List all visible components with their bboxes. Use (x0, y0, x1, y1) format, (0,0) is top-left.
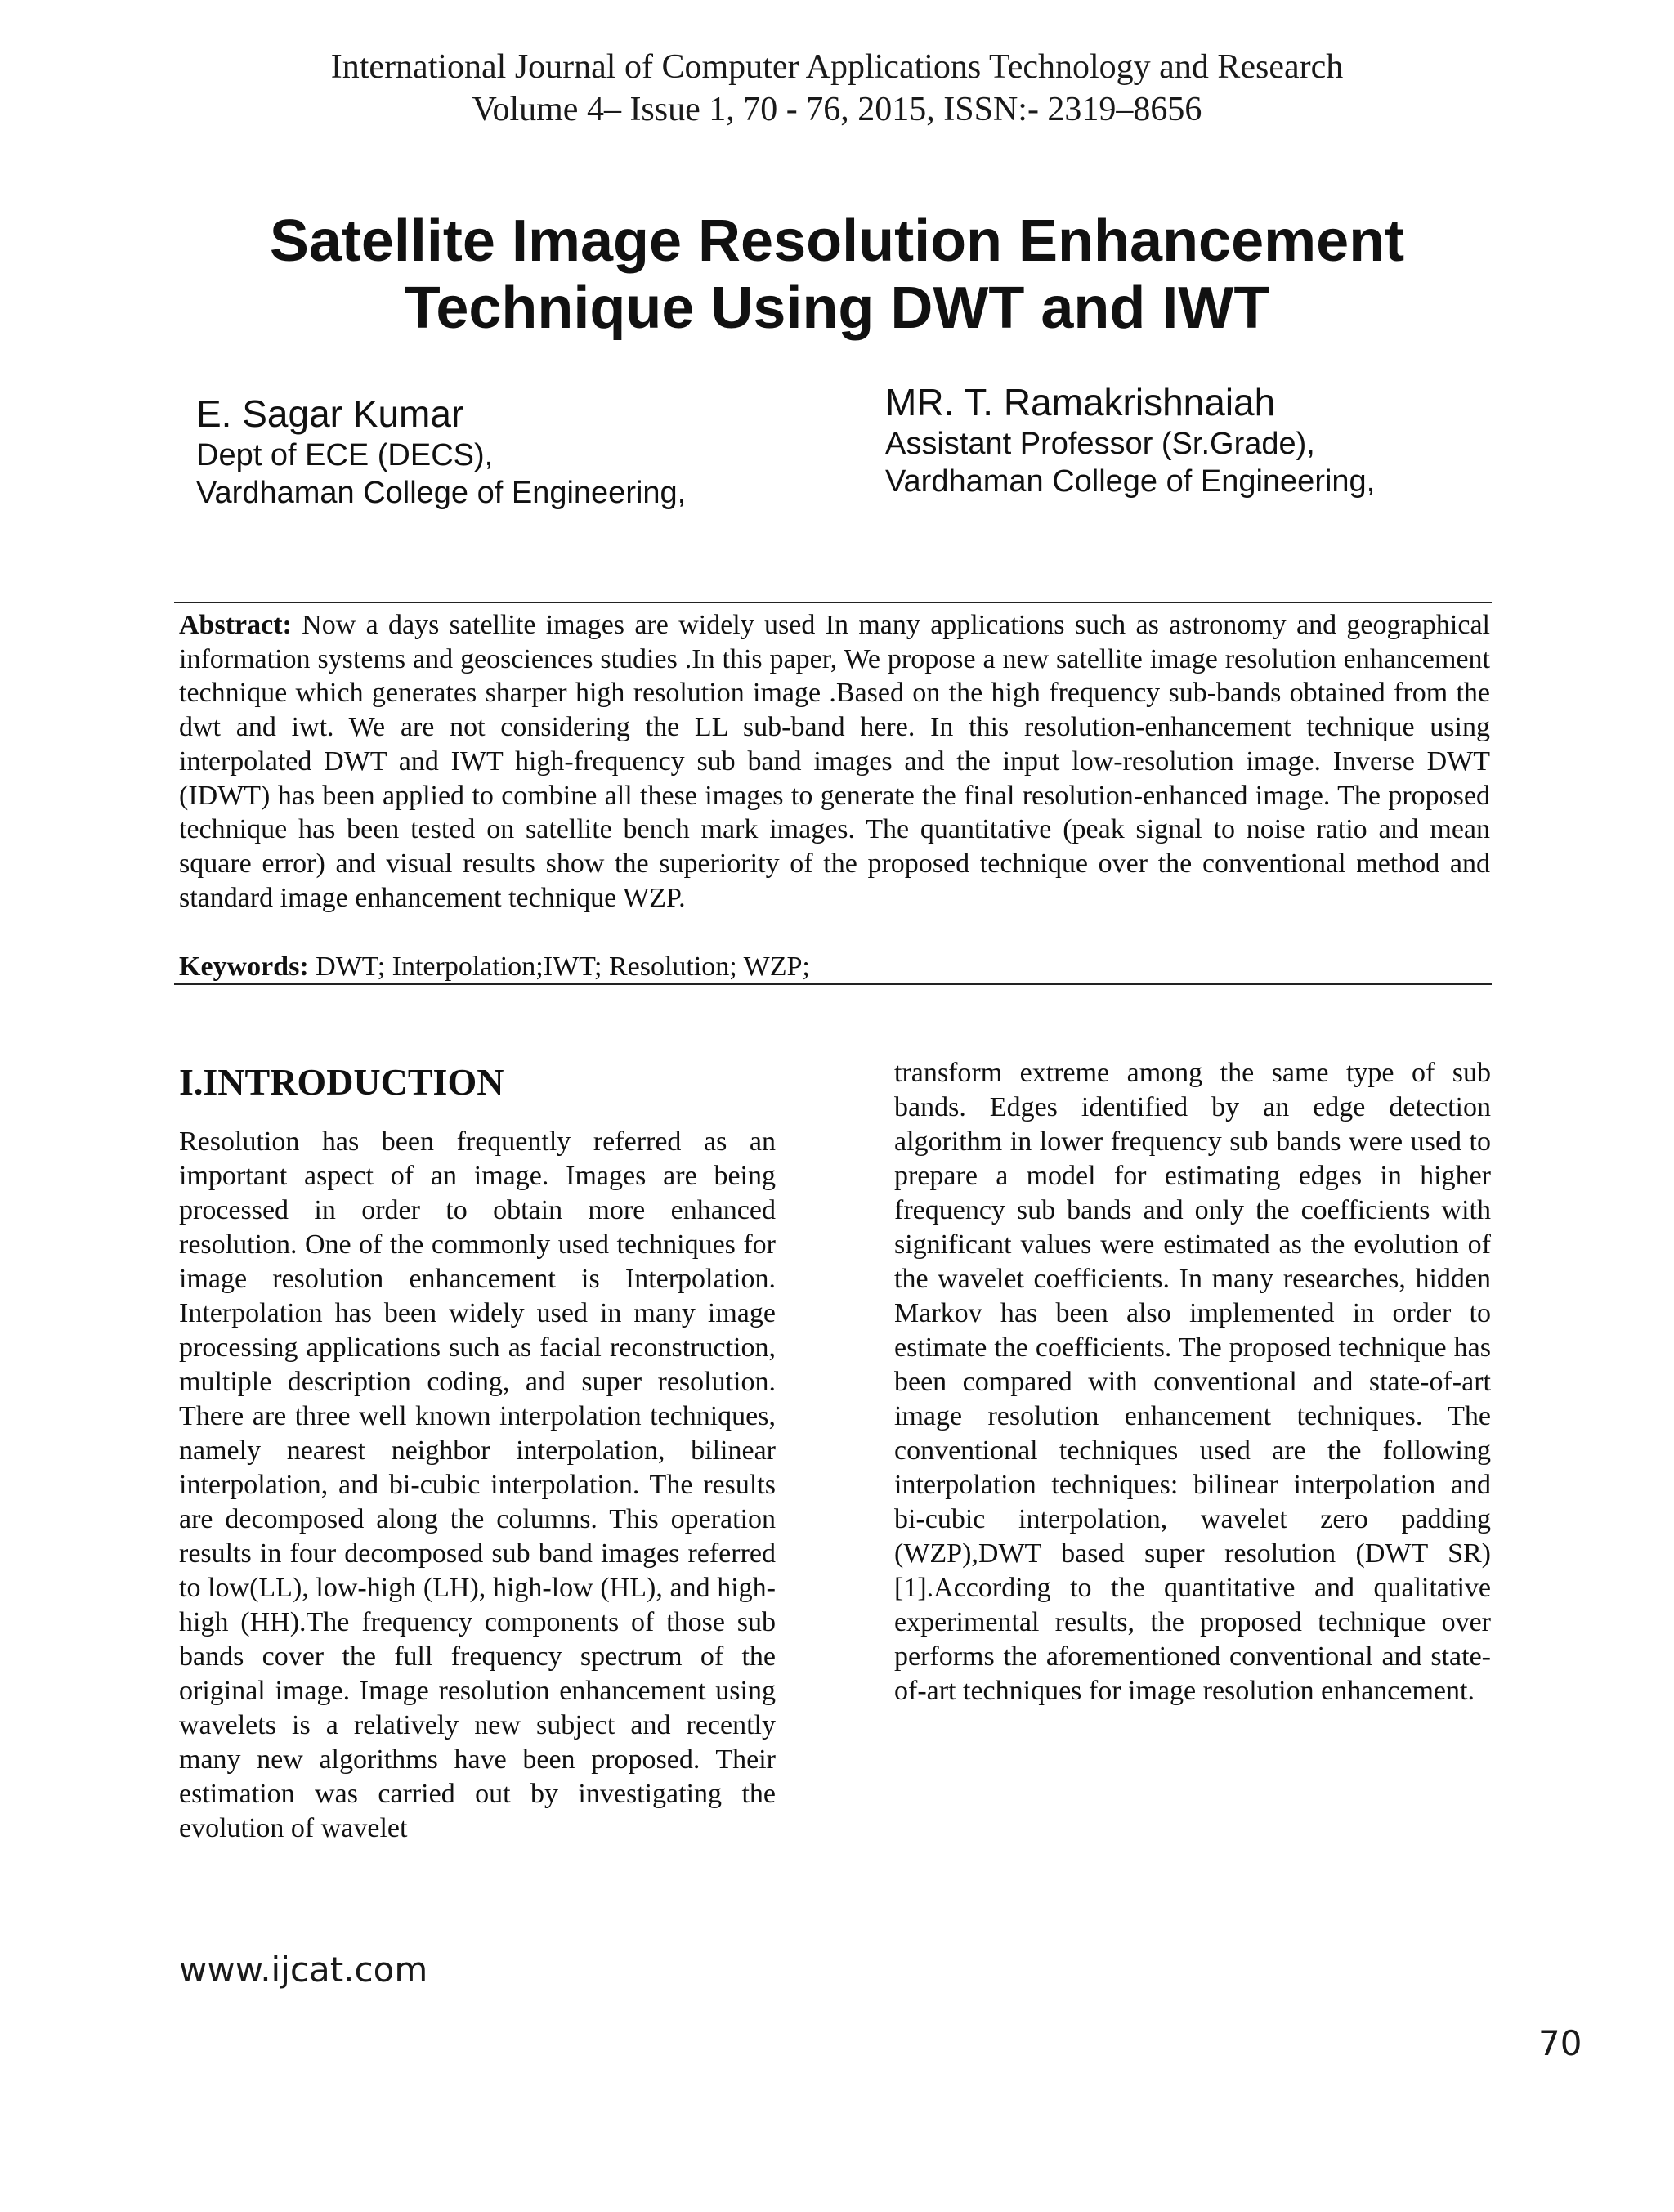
keywords-bottom-divider (174, 983, 1492, 985)
abstract-top-divider (174, 602, 1492, 603)
journal-name: International Journal of Computer Applications Technology and Research (330, 48, 1344, 86)
author-position: Assistant Professor (Sr.Grade), (885, 427, 1315, 461)
author-department: Dept of ECE (DECS), (196, 438, 494, 472)
paper-title (0, 208, 1674, 342)
keywords-text: DWT; Interpolation;IWT; Resolution; WZP; (316, 952, 810, 982)
abstract-label: Abstract: (179, 610, 292, 640)
author-institution: Vardhaman College of Engineering, (196, 476, 687, 510)
author-block-1 (196, 391, 686, 512)
abstract-paragraph (179, 608, 1490, 915)
journal-volume-info: Volume 4– Issue 1, 70 - 76, 2015, ISSN:- 2319–8656 (472, 91, 1202, 128)
introduction-left-column: Resolution has been frequently referred as an important aspect of an image. Images are being processed in order to obtain more enhanced resolution. One of the commonly used techniques for image resolution enhancement is Interpolation. Interpolation has been widely used in many image processing applications such as facial reconstruction, multiple description coding, and super resolution. There are three well known interpolation techniques, namely nearest neighbor interpolation, bilinear interpolation, and bi-cubic interpolation. The results are decomposed along the columns. This operation results in four decomposed sub band images referred to low(LL), low-high (LH), high-low (HL), and high-high (HH).The frequency components of those sub bands cover the full frequency spectrum of the original image. Image resolution enhancement using wavelets is a relatively new subject and recently many new algorithms have been proposed. Their estimation was carried out by investigating the evolution of wavelet (179, 1126, 776, 1843)
paper-title-line-2: Technique Using DWT and IWT (404, 275, 1270, 341)
page-number: 70 (1538, 2023, 1582, 2063)
keywords-line (179, 951, 1490, 983)
paper-title-line-1: Satellite Image Resolution Enhancement (269, 208, 1405, 274)
author-name: E. Sagar Kumar (196, 392, 464, 435)
keywords-label: Keywords: (179, 952, 309, 982)
abstract-text: Now a days satellite images are widely used In many applications such as astronomy and geographical information systems and geosciences studies .In this paper, We propose a new satellite image resolution enhancement technique which generates sharper high resolution image .Based on the high frequency sub-bands obtained from the dwt and iwt. We are not considering the LL sub-band here. In this resolution-enhancement technique using interpolated DWT and IWT high-frequency sub band images and the input low-resolution image. Inverse DWT (IDWT) has been applied to combine all these images to generate the final resolution-enhanced image. The proposed technique has been tested on satellite bench mark images. The quantitative (peak signal to noise ratio and mean square error) and visual results show the superiority of the proposed technique over the conventional method and standard image enhancement technique WZP. (179, 610, 1490, 913)
author-block-2 (885, 379, 1375, 500)
journal-header (0, 46, 1674, 131)
introduction-right-column: transform extreme among the same type of sub bands. Edges identified by an edge detection algorithm in lower frequency sub bands were used to prepare a model for estimating edges in higher frequency sub bands and only the coefficients with significant values were estimated as the evolution of the wavelet coefficients. In many researches, hidden Markov has been also implemented in order to estimate the coefficients. The proposed technique has been compared with conventional and state-of-art image resolution enhancement techniques. The conventional techniques used are the following interpolation techniques: bilinear interpolation and bi-cubic interpolation, wavelet zero padding (WZP),DWT based super resolution (DWT SR)[1].According to the quantitative and qualitative experimental results, the proposed technique over performs the aforementioned conventional and state-of-art techniques for image resolution enhancement. (894, 1058, 1491, 1706)
section-heading-introduction: I.INTRODUCTION (179, 1061, 504, 1103)
author-name: MR. T. Ramakrishnaiah (885, 381, 1276, 423)
footer-website-link[interactable]: www.ijcat.com (179, 1950, 428, 1990)
author-institution: Vardhaman College of Engineering, (885, 464, 1376, 499)
